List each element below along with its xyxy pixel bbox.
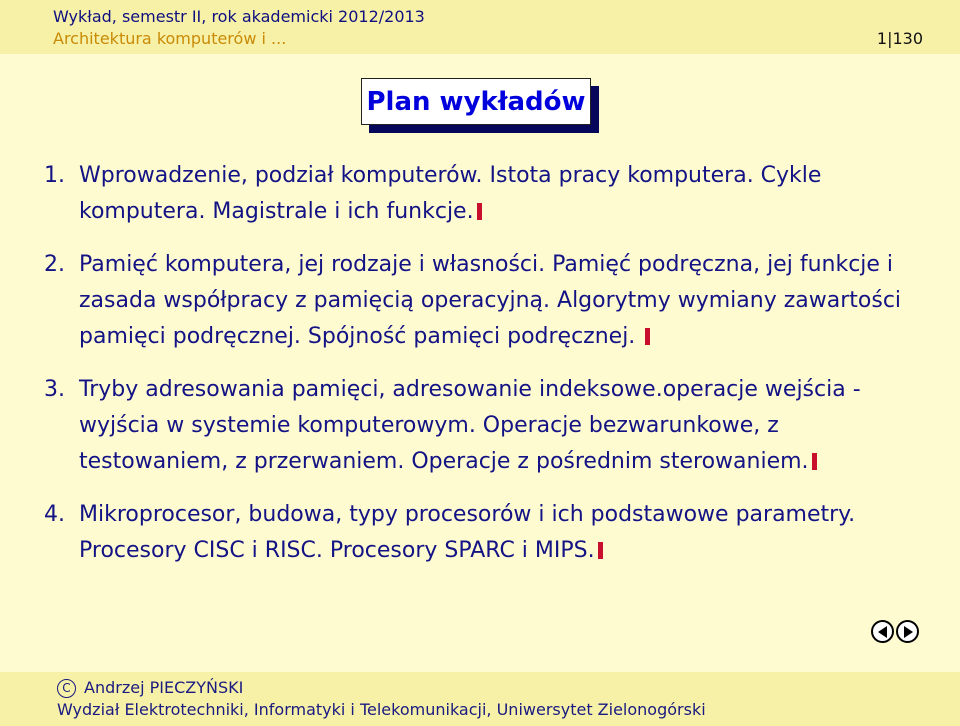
end-marker-icon — [477, 203, 482, 220]
prev-slide-button[interactable] — [871, 620, 894, 643]
item-number: 4. — [44, 502, 65, 527]
item-number: 2. — [44, 252, 65, 277]
header-bar — [0, 0, 960, 54]
course-title: Wykład, semestr II, rok akademicki 2012/2013 — [53, 7, 425, 26]
list-item — [44, 372, 914, 480]
author-line — [57, 678, 243, 698]
subject-title: Architektura komputerów i ... — [53, 29, 287, 48]
item-text: Tryby adresowania pamięci, adresowanie indeksowe.operacje wejścia - wyjścia w systemie komputerowym. Operacje bezwarunkowe, z testowaniem, z przerwaniem. Operacje z pośrednim sterowaniem. — [79, 377, 861, 474]
footer-bar — [0, 672, 960, 726]
end-marker-icon — [812, 453, 817, 470]
list-item — [44, 247, 914, 355]
arrow-left-icon — [876, 625, 890, 639]
title-box — [361, 78, 591, 125]
next-slide-button[interactable] — [896, 620, 919, 643]
copyright-icon: C — [57, 679, 76, 698]
institution-name: Wydział Elektrotechniki, Informatyki i Telekomunikacji, Uniwersytet Zielonogórski — [57, 700, 706, 719]
lecture-list — [44, 158, 914, 586]
end-marker-icon — [645, 328, 650, 345]
list-item — [44, 497, 914, 569]
item-number: 3. — [44, 377, 65, 402]
item-number: 1. — [44, 163, 65, 188]
list-item — [44, 158, 914, 230]
end-marker-icon — [598, 542, 603, 559]
item-text: Pamięć komputera, jej rodzaje i własności. Pamięć podręczna, jej funkcje i zasada współpracy z pamięcią operacyjną. Algorytmy wymiany zawartości pamięci podręcznej. Spójność pamięci podręcznej. — [79, 252, 902, 349]
item-text: Mikroprocesor, budowa, typy procesorów i ich podstawowe parametry. Procesory CISC i RISC. Procesory SPARC i MIPS. — [79, 502, 856, 563]
arrow-right-icon — [901, 625, 915, 639]
author-name: Andrzej PIECZYŃSKI — [84, 678, 244, 697]
item-text: Wprowadzenie, podział komputerów. Istota pracy komputera. Cykle komputera. Magistrale i ich funkcje. — [79, 163, 822, 224]
slide-title: Plan wykładów — [366, 86, 586, 117]
page-number: 1|130 — [876, 29, 923, 48]
slide-navigation — [871, 620, 919, 643]
